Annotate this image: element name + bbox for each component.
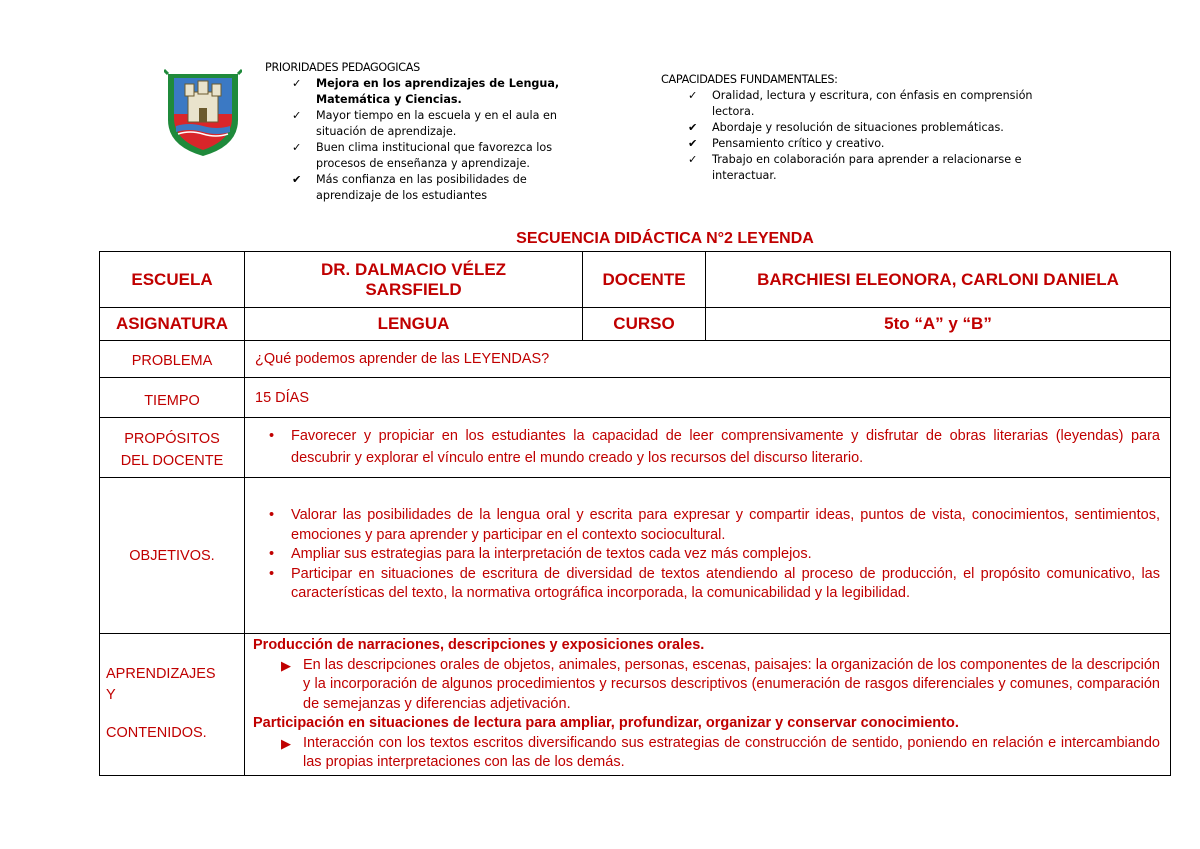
capacidades-title: CAPACIDADES FUNDAMENTALES:: [661, 73, 838, 86]
docente-value: BARCHIESI ELEONORA, CARLONI DANIELA: [706, 252, 1171, 308]
table-row: [100, 478, 1171, 634]
asignatura-label: ASIGNATURA: [100, 308, 245, 341]
bullet-icon: •: [269, 546, 275, 563]
list-item: ▶ Interacción con los textos escritos diversificando sus estrategias de construcción de sentido, poniendo en relación e intercambiando las propias interpretaciones con las de los demás.: [281, 734, 1160, 770]
problema-label: PROBLEMA: [100, 341, 245, 378]
capacidad-item: ✓ Oralidad, lectura y escritura, con énfasis en comprensión lectora.: [688, 89, 1033, 118]
prioridad-item: ✓ Mejora en los aprendizajes de Lengua, Matemática y Ciencias.: [292, 77, 560, 106]
bullet-icon: •: [269, 565, 275, 582]
tiempo-label: TIEMPO: [100, 378, 245, 418]
capacidad-item: ✓ Trabajo en colaboración para aprender a relacionarse e interactuar.: [688, 153, 1022, 182]
asignatura-value: LENGUA: [245, 308, 583, 341]
page-title: SECUENCIA DIDÁCTICA N°2 LEYENDA: [516, 230, 814, 247]
table-row: [100, 634, 1171, 776]
list-item: ▶ En las descripciones orales de objetos, animales, personas, escenas, paisajes: la organización de los componentes de la descripción y la incorporación de algunos procedimientos y recursos descriptivos (enumeración de rasgos diferenciales y comunes, comparación de semejanzas y diferencias adjetivación.: [281, 656, 1160, 712]
aprendizaje-heading: Producción de narraciones, descripciones y exposiciones orales.: [253, 637, 705, 653]
aprendizajes-value: [245, 634, 1171, 776]
bullet-icon: •: [269, 507, 275, 524]
docente-label: DOCENTE: [583, 252, 706, 308]
checkmark-icon: ✔: [688, 121, 698, 134]
table-row: [100, 252, 1171, 308]
propositos-label-line: DEL DOCENTE: [120, 452, 224, 469]
list-item: • Participar en situaciones de escritura de diversidad de textos atendiendo al proceso de producción, el propósito comunicativo, las características del texto, la normativa ortográfica incorporada, la comunicabilidad y la legibilidad.: [269, 565, 1160, 602]
capacidad-item: ✔ Abordaje y resolución de situaciones problemáticas.: [688, 121, 1004, 134]
aprendizajes-label-line: CONTENIDOS.: [106, 725, 207, 742]
curso-value: 5to “A” y “B”: [706, 308, 1171, 341]
propositos-value: [245, 418, 1171, 478]
checkmark-icon: ✓: [292, 141, 302, 154]
triangle-bullet-icon: ▶: [281, 657, 291, 673]
table-row: [100, 378, 1171, 418]
prioridad-item: ✔ Más confianza en las posibilidades de aprendizaje de los estudiantes: [292, 173, 527, 202]
table-row: [100, 308, 1171, 341]
objetivos-label: OBJETIVOS.: [100, 478, 245, 634]
escuela-value: DR. DALMACIO VÉLEZ SARSFIELD: [245, 252, 583, 308]
prioridades-title: PRIORIDADES PEDAGOGICAS: [265, 61, 420, 74]
problema-value: ¿Qué podemos aprender de las LEYENDAS?: [245, 341, 1171, 378]
list-item: • Valorar las posibilidades de la lengua oral y escrita para expresar y compartir ideas, puntos de vista, conocimientos, sentimientos, emociones y para aprender y participar en el contexto sociocultural.: [269, 507, 1160, 543]
aprendizajes-label-line: APRENDIZAJES: [106, 666, 216, 683]
prioridades-block: [265, 60, 595, 204]
checkmark-icon: ✓: [688, 153, 698, 166]
prioridad-item: ✓ Buen clima institucional que favorezca los procesos de enseñanza y aprendizaje.: [292, 141, 553, 170]
bullet-icon: •: [269, 428, 275, 444]
checkmark-icon: ✓: [292, 109, 302, 122]
capacidades-block: [661, 72, 1041, 184]
checkmark-icon: ✓: [292, 77, 302, 90]
secuencia-table: [99, 251, 1171, 776]
triangle-bullet-icon: ▶: [281, 735, 291, 751]
aprendizaje-heading: Participación en situaciones de lectura para ampliar, profundizar, organizar y conservar conocimiento.: [253, 715, 959, 731]
table-row: [100, 418, 1171, 478]
propositos-label-line: PROPÓSITOS: [124, 430, 220, 447]
table-row: [100, 341, 1171, 378]
aprendizajes-label-line: Y: [106, 687, 116, 704]
checkmark-icon: ✔: [292, 173, 302, 186]
capacidad-item: ✔ Pensamiento crítico y creativo.: [688, 137, 885, 150]
objetivos-value: [245, 478, 1171, 634]
prioridad-item: ✓ Mayor tiempo en la escuela y en el aula en situación de aprendizaje.: [292, 109, 558, 138]
curso-label: CURSO: [583, 308, 706, 341]
aprendizajes-label: [100, 634, 245, 776]
checkmark-icon: ✔: [688, 137, 698, 150]
list-item: • Ampliar sus estrategias para la interpretación de textos cada vez más complejos.: [255, 545, 1160, 565]
checkmark-icon: ✓: [688, 89, 698, 102]
list-item: • Favorecer y propiciar en los estudiantes la capacidad de leer comprensivamente y disfrutar de obras literarias (leyendas) para descubrir y explorar el vínculo entre el mundo creado y los recursos del discurso literario.: [255, 425, 1160, 469]
cordoba-coat-of-arms-icon: [164, 68, 242, 158]
escuela-label: ESCUELA: [100, 252, 245, 308]
tiempo-value: 15 DÍAS: [245, 378, 1171, 418]
propositos-label: [100, 418, 245, 478]
